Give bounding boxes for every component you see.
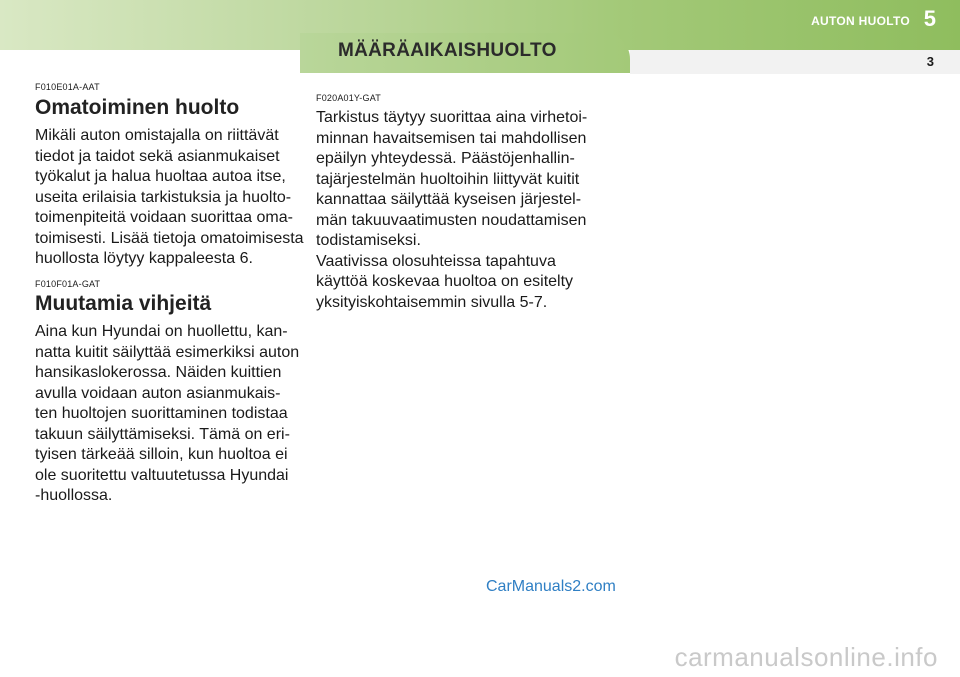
section-code: F010F01A-GAT [35,279,101,289]
header-strip [630,50,960,74]
chapter-number: 5 [923,6,936,31]
section-heading: Omatoiminen huolto [35,96,240,119]
chapter-label: AUTON HUOLTO [811,14,910,28]
footer-watermark: carmanualsonline.info [674,642,938,672]
section-body: Mikäli auton omistajalla on riittävät tiedot ja taidot sekä asianmukaiset työkalut ja halua huoltaa autoa itse, useita erilaisia tarkistuksia ja huolto- toimenpiteitä voidaan suorittaa oma- toimisesti. Lisää tietoja omatoimisesta huollosta löytyy kappaleesta 6. [35,127,304,267]
section-body: Aina kun Hyundai on huollettu, kan- natta kuitit säilyttää esimerkiksi auton hansikaslokerossa. Näiden kuittien avulla voidaan auton asianmukais- ten huoltojen suorittaminen todistaa takuun säilyttämiseksi. Tämä on eri- tyisen tärkeää silloin, kun huoltoa ei ole suoritettu valtuutetussa Hyundai -huollossa. [35,323,300,504]
section-code: F020A01Y-GAT [316,93,381,103]
page-number: 3 [926,54,934,69]
watermark-link[interactable]: CarManuals2.com [486,578,616,595]
section-body: Tarkistus täytyy suorittaa aina virhetoi- minnan havaitsemisen tai mahdollisen epäilyn yhteydessä. Päästöjenhallin- tajärjestelmän huoltoihin liittyvät kuitit kannattaa säilyttää kyseisen järjestel- män takuuvaatimusten noudattamisen todistamiseksi. Vaativissa olosuhteissa tapahtuva käyttöä koskevaa huoltoa on esitelty yksityiskohtaisemmin sivulla 5-7. [316,109,588,311]
section-title: MÄÄRÄAIKAISHUOLTO [338,40,557,61]
section-code: F010E01A-AAT [35,82,100,92]
section-heading: Muutamia vihjeitä [35,292,212,315]
